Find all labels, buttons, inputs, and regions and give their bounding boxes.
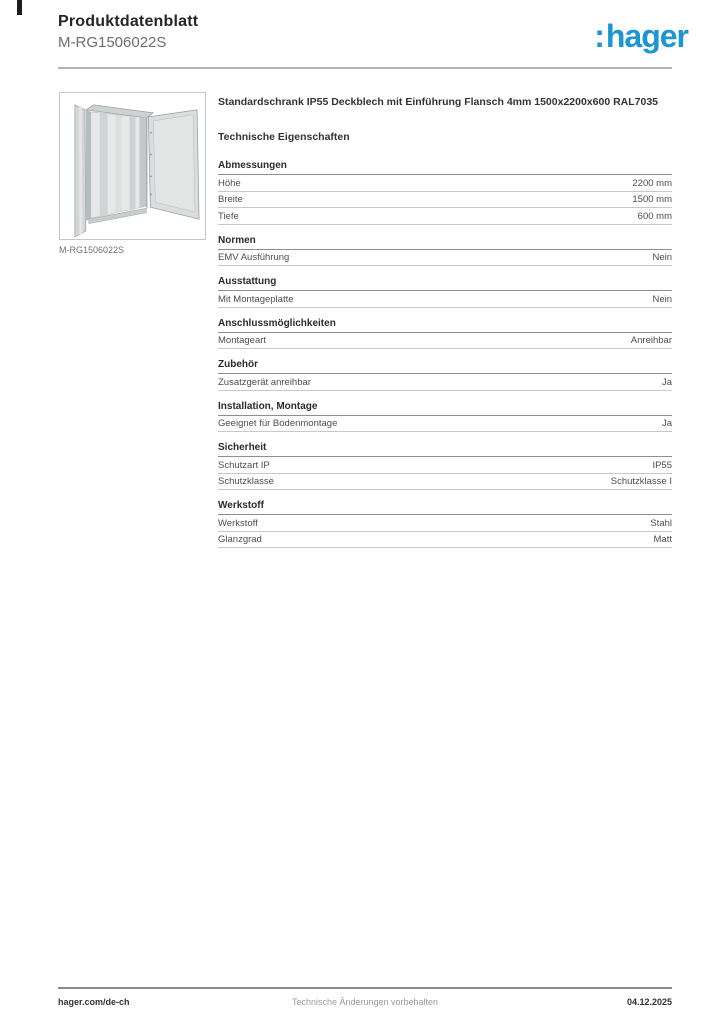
footer-date: 04.12.2025 bbox=[626, 997, 672, 1007]
spec-sections bbox=[218, 160, 672, 548]
spec-row bbox=[218, 515, 672, 532]
section-heading: Anschlussmöglichkeiten bbox=[218, 318, 672, 333]
section-heading: Abmessungen bbox=[218, 160, 672, 175]
section-heading: Installation, Montage bbox=[218, 401, 672, 416]
spec-value: Stahl bbox=[650, 517, 672, 529]
product-title: Standardschrank IP55 Deckblech mit Einführung Flansch 4mm 1500x2200x600 RAL7035 bbox=[218, 96, 659, 108]
section-zubehoer bbox=[218, 359, 672, 391]
header-divider bbox=[58, 67, 672, 69]
spec-label: Mit Montageplatte bbox=[218, 293, 294, 305]
main-content bbox=[218, 96, 672, 548]
crop-mark bbox=[17, 0, 22, 15]
spec-label: Geeignet für Bodenmontage bbox=[218, 418, 338, 429]
spec-label: Werkstoff bbox=[218, 517, 258, 529]
spec-row bbox=[218, 333, 672, 350]
spec-label: Breite bbox=[218, 194, 243, 205]
hager-logo bbox=[594, 20, 688, 52]
spec-value: Nein bbox=[652, 293, 672, 305]
footer-notice: Technische Änderungen vorbehalten bbox=[291, 997, 439, 1007]
logo-colon: : bbox=[594, 18, 605, 54]
cabinet-illustration bbox=[60, 93, 205, 239]
spec-label: Zusatzgerät anreihbar bbox=[218, 376, 311, 388]
spec-label: EMV Ausführung bbox=[218, 252, 290, 263]
spec-value: Matt bbox=[653, 534, 672, 545]
spec-value: IP55 bbox=[652, 459, 672, 471]
technical-properties-title: Technische Eigenschaften bbox=[218, 131, 350, 143]
spec-row bbox=[218, 457, 672, 474]
section-heading: Ausstattung bbox=[218, 276, 672, 291]
spec-value: 1500 mm bbox=[632, 194, 672, 205]
spec-label: Höhe bbox=[218, 177, 241, 189]
spec-row bbox=[218, 192, 672, 209]
document-type-title: Produktdatenblatt bbox=[58, 13, 199, 30]
header bbox=[58, 13, 198, 51]
spec-row bbox=[218, 416, 672, 433]
section-normen bbox=[218, 235, 672, 267]
section-installation-montage bbox=[218, 401, 672, 433]
spec-label: Schutzklasse bbox=[218, 476, 274, 487]
section-sicherheit bbox=[218, 442, 672, 490]
product-image-caption: M-RG1506022S bbox=[59, 245, 125, 255]
spec-label: Glanzgrad bbox=[218, 534, 262, 545]
spec-value: Ja bbox=[661, 376, 672, 388]
section-heading: Normen bbox=[218, 235, 672, 250]
section-heading: Zubehör bbox=[218, 359, 672, 374]
spec-value: Anreihbar bbox=[630, 335, 672, 346]
spec-row bbox=[218, 250, 672, 267]
spec-row bbox=[218, 474, 672, 491]
footer-divider bbox=[58, 987, 672, 989]
spec-row bbox=[218, 532, 672, 549]
spec-row bbox=[218, 175, 672, 192]
section-anschlussmoeglichkeiten bbox=[218, 318, 672, 350]
spec-value: Schutzklasse I bbox=[610, 476, 672, 487]
spec-value: Nein bbox=[652, 252, 672, 263]
product-image bbox=[59, 92, 206, 240]
spec-value: Ja bbox=[661, 418, 672, 429]
spec-row bbox=[218, 374, 672, 391]
section-ausstattung bbox=[218, 276, 672, 308]
section-abmessungen bbox=[218, 160, 672, 225]
spec-row bbox=[218, 291, 672, 308]
spec-value: 2200 mm bbox=[632, 177, 672, 189]
logo-wordmark: hager bbox=[605, 18, 688, 54]
product-reference: M-RG1506022S bbox=[58, 34, 167, 51]
footer-website: hager.com/de-ch bbox=[58, 997, 130, 1007]
section-heading: Werkstoff bbox=[218, 500, 672, 515]
spec-row bbox=[218, 208, 672, 225]
section-werkstoff bbox=[218, 500, 672, 548]
spec-label: Montageart bbox=[218, 335, 267, 346]
spec-value: 600 mm bbox=[637, 210, 672, 222]
spec-label: Schutzart IP bbox=[218, 459, 270, 471]
spec-label: Tiefe bbox=[218, 210, 239, 222]
section-heading: Sicherheit bbox=[218, 442, 672, 457]
